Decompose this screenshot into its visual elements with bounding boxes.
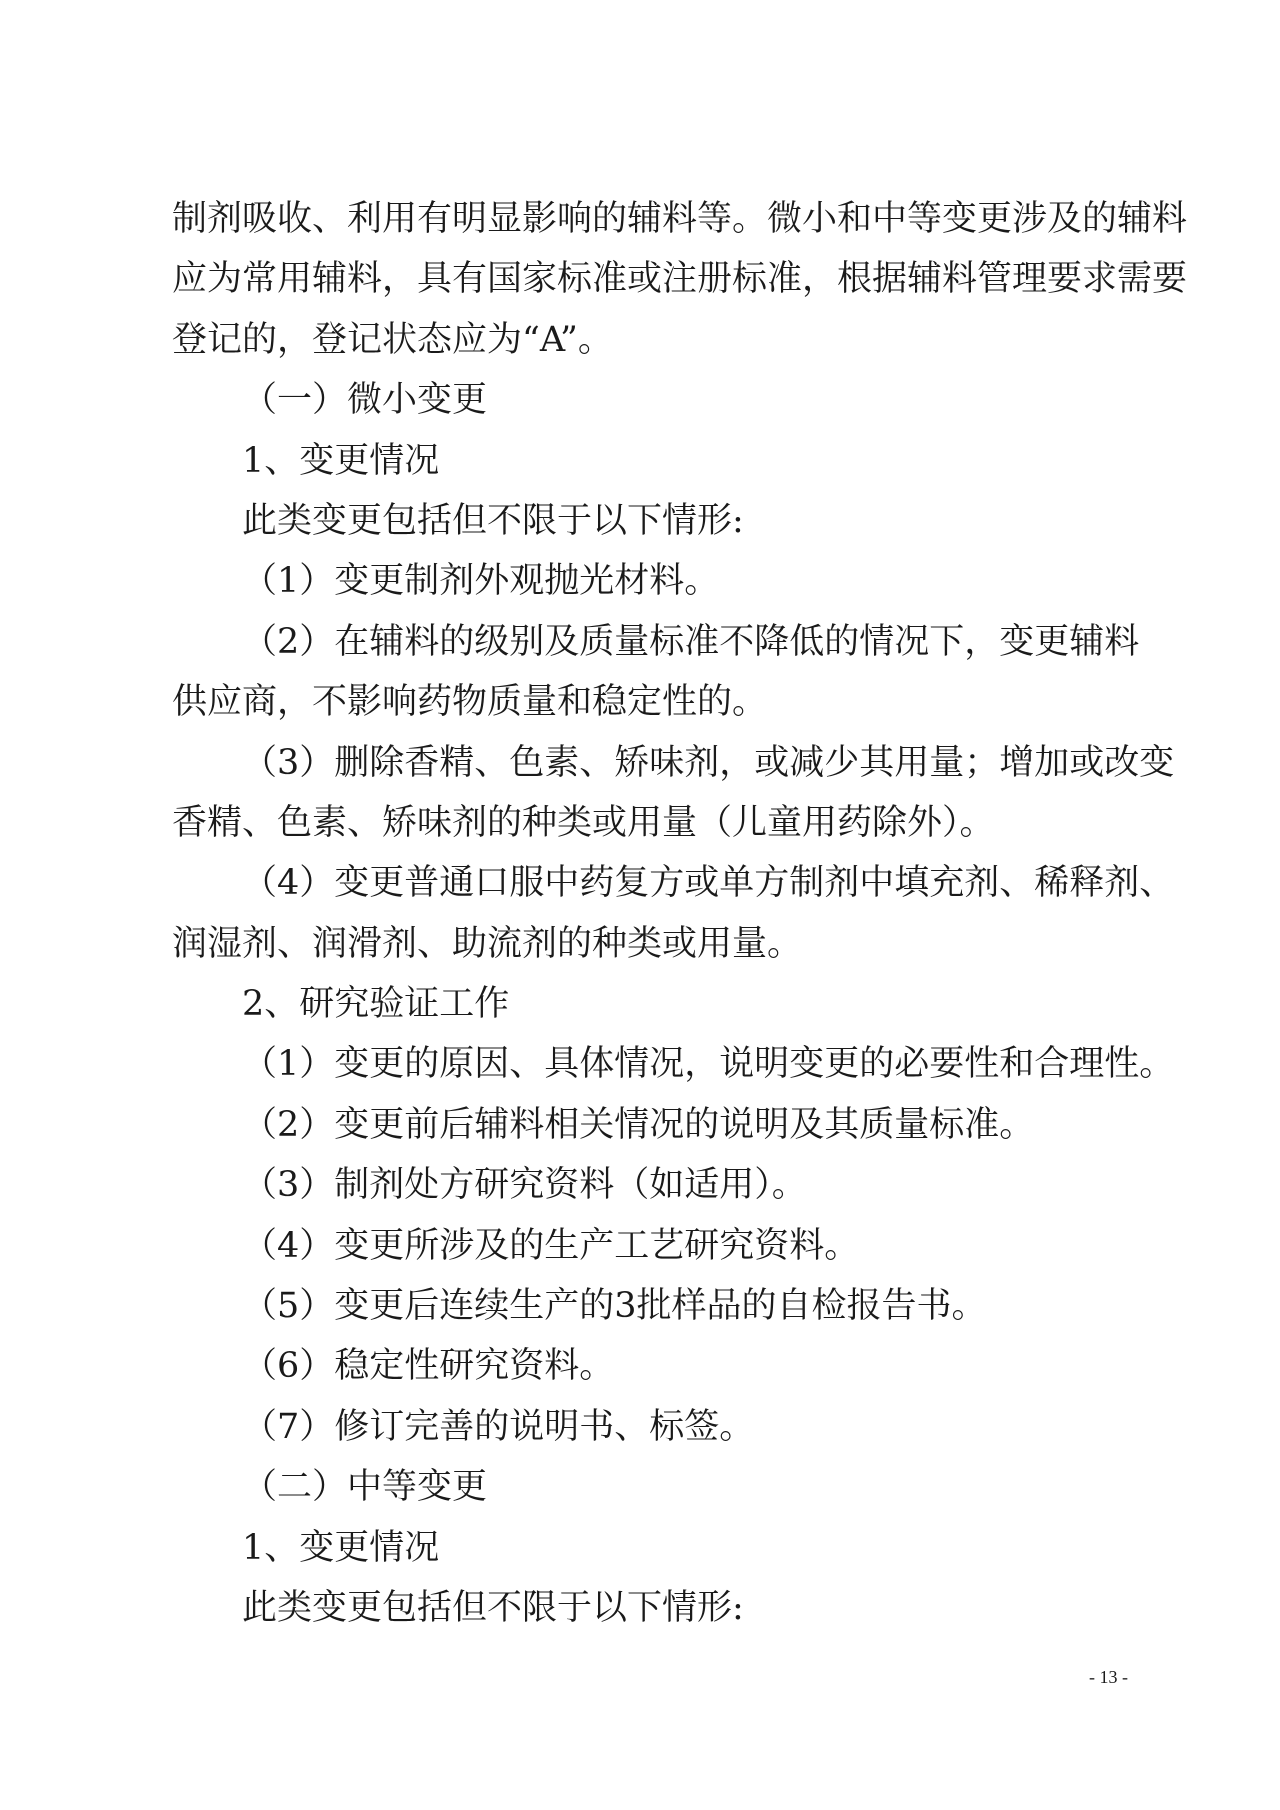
list-item-continuation: 香精、色素、矫味剂的种类或用量（儿童用药除外）。 <box>172 802 995 843</box>
body-line: 登记的，登记状态应为“A”。 <box>172 319 613 360</box>
list-item: （1）变更制剂外观抛光材料。 <box>242 561 720 602</box>
subsection-heading: 2、研究验证工作 <box>242 984 510 1025</box>
list-item-continuation: 供应商，不影响药物质量和稳定性的。 <box>172 682 768 723</box>
list-item: （3）删除香精、色素、矫味剂，或减少其用量；增加或改变 <box>242 742 1175 783</box>
subsection-heading: 1、变更情况 <box>242 440 440 481</box>
list-item: （2）变更前后辅料相关情况的说明及其质量标准。 <box>242 1104 1035 1145</box>
list-item: （3）制剂处方研究资料（如适用）。 <box>242 1165 807 1206</box>
page-number: - 13 - <box>1089 1667 1128 1687</box>
document-body <box>172 189 1188 1638</box>
list-item: （5）变更后连续生产的3批样品的自检报告书。 <box>242 1286 987 1327</box>
body-line: 此类变更包括但不限于以下情形: <box>242 500 744 541</box>
list-item: （6）稳定性研究资料。 <box>242 1346 615 1387</box>
section-heading: （二）中等变更 <box>242 1467 488 1508</box>
body-line: 制剂吸收、利用有明显影响的辅料等。微小和中等变更涉及的辅料 <box>172 199 1188 239</box>
list-item: （2）在辅料的级别及质量标准不降低的情况下，变更辅料 <box>242 621 1140 662</box>
body-line: 应为常用辅料，具有国家标准或注册标准，根据辅料管理要求需要 <box>172 259 1188 300</box>
section-heading: （一）微小变更 <box>242 380 488 421</box>
list-item: （1）变更的原因、具体情况，说明变更的必要性和合理性。 <box>242 1044 1175 1085</box>
body-line: 此类变更包括但不限于以下情形: <box>242 1587 744 1628</box>
list-item: （4）变更所涉及的生产工艺研究资料。 <box>242 1225 860 1266</box>
subsection-heading: 1、变更情况 <box>242 1527 440 1568</box>
list-item-continuation: 润湿剂、润滑剂、助流剂的种类或用量。 <box>172 923 803 964</box>
list-item: （4）变更普通口服中药复方或单方制剂中填充剂、稀释剂、 <box>242 863 1175 904</box>
list-item: （7）修订完善的说明书、标签。 <box>242 1406 755 1447</box>
